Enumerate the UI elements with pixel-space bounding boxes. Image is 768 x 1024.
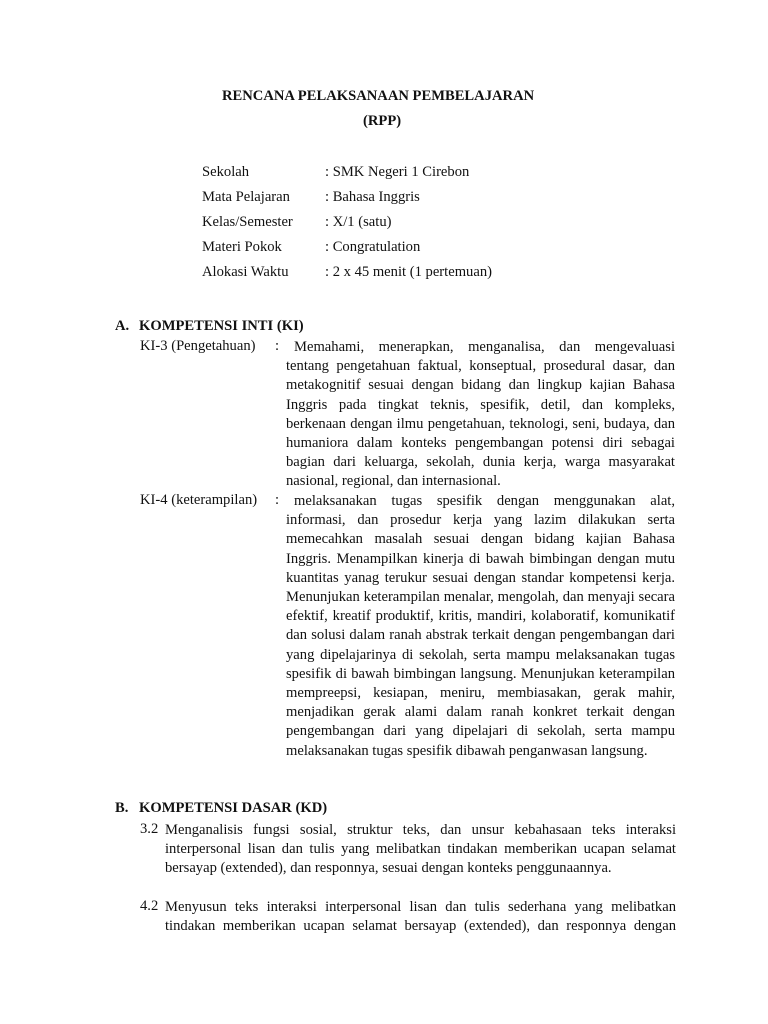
ki3-text: Memahami, menerapkan, menganalisa, dan mengevaluasi tentang pengetahuan faktual, konseptual, prosedural dasar, dan metakognitif sesuai dengan bidang dan lingkup kajian Bahasa Inggris pada tingkat teknis, spesifik, detil, dan kompleks, berkenaan dengan ilmu pengetahuan, teknologi, seni, budaya, dan humaniora dalam konteks pengembangan potensi diri sebagai bagian dari keluarga, sekolah, dunia kerja, warga masyarakat nasional, regional, dan internasional. <box>286 339 675 490</box>
identity-label: Materi Pokok <box>202 239 282 255</box>
section-letter: A. <box>115 318 130 334</box>
section-a-heading <box>115 318 304 335</box>
identity-label: Alokasi Waktu <box>202 264 289 280</box>
identity-value: : X/1 (satu) <box>325 214 392 230</box>
ki3-colon: : <box>275 338 280 354</box>
kd-text: Menganalisis fungsi sosial, struktur teks, dan unsur kebahasaan teks interaksi interpersonal lisan dan tulis yang melibatkan tindakan memberikan ucapan selamat bersayap (extended), dan responnya, sesuai dengan konteks penggunaannya. <box>165 822 676 877</box>
document-title: RENCANA PELAKSANAAN PEMBELAJARAN <box>222 88 535 104</box>
kd-number: 4.2 <box>140 898 159 914</box>
ki4-colon: : <box>275 492 280 508</box>
section-title: KOMPETENSI INTI (KI) <box>139 318 304 334</box>
identity-row-topic <box>202 235 622 260</box>
kd-text: Menyusun teks interaksi interpersonal lisan dan tulis sederhana yang melibatkan tindakan memberikan ucapan selamat bersayap (extended), dan responnya dengan <box>165 899 676 935</box>
identity-row-school <box>202 160 622 185</box>
section-title: KOMPETENSI DASAR (KD) <box>139 800 328 816</box>
document-subtitle: (RPP) <box>363 113 402 129</box>
identity-label: Kelas/Semester <box>202 214 293 230</box>
section-letter: B. <box>115 800 129 816</box>
identity-value: : Bahasa Inggris <box>325 189 420 205</box>
identity-value: : SMK Negeri 1 Cirebon <box>325 164 470 180</box>
identity-row-subject <box>202 185 622 210</box>
ki3-label: KI-3 (Pengetahuan) <box>140 338 256 354</box>
ki4-text: melaksanakan tugas spesifik dengan menggunakan alat, informasi, dan prosedur kerja yang lazim dilakukan serta memecahkan masalah sesuai dengan bidang kajian Bahasa Inggris. Menampilkan kinerja di bawah bimbingan dengan mutu kuantitas yanag terukur sesuai dengan standar kompetensi kerja. Menunjukan keterampilan menalar, mengolah, dan menyaji secara efektif, kreatif produktif, kritis, mandiri, kolaboratif, komunikatif dan solusi dalam ranah abstrak terkait dengan pengembangan dari yang dipelajarinya di sekolah, serta mampu melaksanakan tugas spesifik di bawah bimbingan langsung. Menunjukan keterampilan mempreepsi, kesiapan, meniru, membiasakan, gerak mahir, menjadikan gerak alami dalam ranah konkret terkait dengan pengembangan dari yang dipelajari di sekolah, serta mampu melaksanakan tugas spesifik dibawah penganwasan langsung. <box>286 493 675 759</box>
ki4-label: KI-4 (keterampilan) <box>140 492 258 508</box>
identity-block <box>202 160 622 285</box>
identity-row-time <box>202 260 622 285</box>
section-b-heading <box>115 800 327 817</box>
identity-value: : 2 x 45 menit (1 pertemuan) <box>325 264 492 280</box>
kd-number: 3.2 <box>140 821 159 837</box>
identity-label: Sekolah <box>202 164 250 180</box>
identity-value: : Congratulation <box>325 239 421 255</box>
identity-row-class <box>202 210 622 235</box>
identity-label: Mata Pelajaran <box>202 189 290 205</box>
